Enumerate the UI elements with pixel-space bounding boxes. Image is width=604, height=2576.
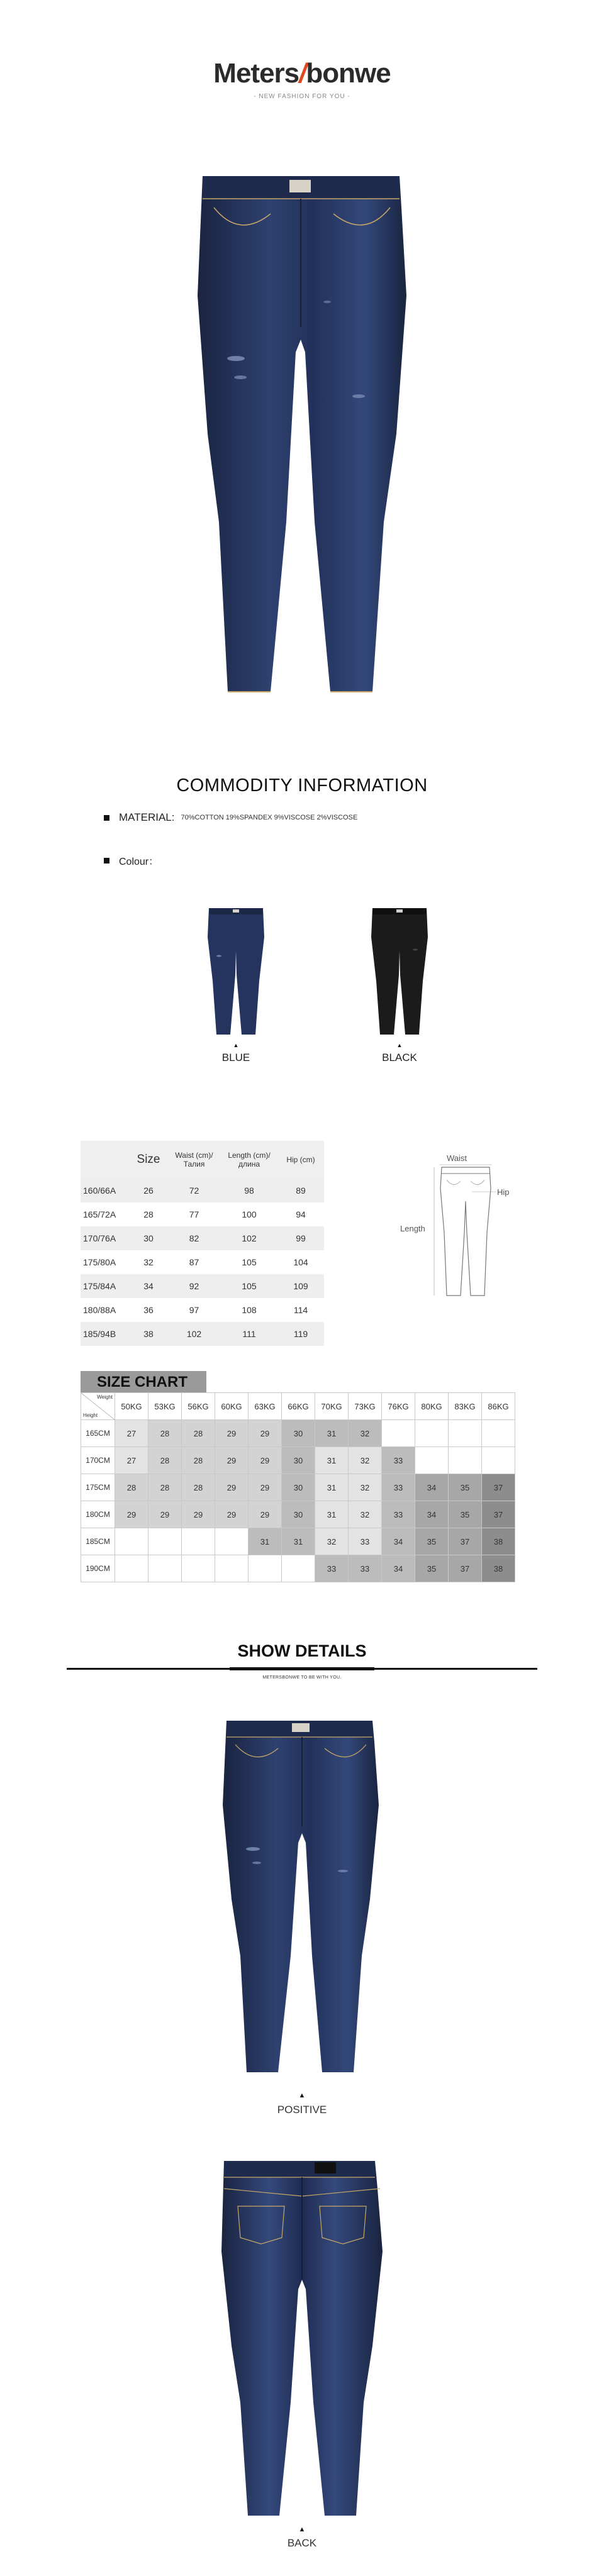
size-chart-header-row (81, 1393, 515, 1420)
material-row (104, 811, 357, 824)
size-cell (449, 1447, 482, 1474)
size-cell: 29 (115, 1501, 148, 1528)
size-cell: 28 (182, 1420, 215, 1447)
table-row (81, 1322, 324, 1346)
size-cell: 29 (249, 1420, 282, 1447)
size-cell (215, 1528, 249, 1555)
back-view-jeans-image (208, 2157, 396, 2522)
table-cell: 175/80A (81, 1250, 130, 1274)
table-row (81, 1501, 515, 1528)
table-cell: 28 (130, 1202, 167, 1226)
size-cell: 31 (315, 1474, 349, 1501)
size-table-header-cell: Waist (cm)/Талия (167, 1141, 221, 1179)
corner-weight-label: Weight (97, 1394, 113, 1400)
measurement-diagram (428, 1163, 503, 1305)
height-header: 170CM (81, 1447, 115, 1474)
table-cell: 92 (167, 1274, 221, 1298)
diagram-length-label: Length (400, 1224, 425, 1233)
size-cell: 33 (315, 1555, 349, 1582)
brand-tagline: - NEW FASHION FOR YOU - (254, 93, 350, 100)
size-cell: 31 (249, 1528, 282, 1555)
size-cell: 30 (282, 1447, 315, 1474)
size-cell (482, 1447, 515, 1474)
table-cell: 34 (130, 1274, 167, 1298)
height-header: 165CM (81, 1420, 115, 1447)
size-cell: 35 (449, 1474, 482, 1501)
table-cell: 89 (277, 1179, 324, 1202)
table-cell: 100 (221, 1202, 277, 1226)
material-value: 70%COTTON 19%SPANDEX 9%VISCOSE 2%VISCOSE (181, 814, 358, 821)
table-cell: 104 (277, 1250, 324, 1274)
size-cell (148, 1528, 182, 1555)
divider-accent (230, 1667, 374, 1670)
size-cell (249, 1555, 282, 1582)
colour-label: Colour： (119, 857, 159, 867)
show-details-subtitle: METERSBONWE TO BE WITH YOU. (262, 1675, 342, 1680)
table-cell: 180/88A (81, 1298, 130, 1322)
size-cell: 29 (215, 1420, 249, 1447)
blue-jeans-thumbnail (201, 906, 271, 1038)
corner-height-label: Height (83, 1413, 98, 1418)
size-cell: 32 (349, 1420, 382, 1447)
table-cell: 165/72A (81, 1202, 130, 1226)
material-label: MATERIAL: (119, 811, 175, 823)
table-cell: 77 (167, 1202, 221, 1226)
blue-marker-icon: ▲ (233, 1042, 239, 1048)
size-cell: 34 (382, 1555, 415, 1582)
commodity-title: COMMODITY INFORMATION (176, 775, 428, 796)
size-cell: 32 (349, 1474, 382, 1501)
table-row (81, 1555, 515, 1582)
size-cell: 37 (449, 1555, 482, 1582)
size-cell (115, 1555, 148, 1582)
size-cell: 29 (215, 1447, 249, 1474)
height-header: 190CM (81, 1555, 115, 1582)
colour-name-black: BLACK (382, 1052, 417, 1063)
size-cell: 29 (215, 1501, 249, 1528)
table-row (81, 1202, 324, 1226)
view-label-back: BACK (287, 2537, 317, 2549)
table-cell: 175/84A (81, 1274, 130, 1298)
table-row (81, 1447, 515, 1474)
size-cell: 35 (415, 1555, 449, 1582)
weight-header: 60KG (215, 1393, 249, 1420)
size-cell: 28 (182, 1447, 215, 1474)
table-cell: 102 (167, 1322, 221, 1346)
size-cell (182, 1555, 215, 1582)
positive-marker-icon: ▲ (298, 2092, 306, 2099)
size-cell: 37 (449, 1528, 482, 1555)
size-cell: 33 (382, 1447, 415, 1474)
front-view-jeans-image (208, 1717, 396, 2082)
diagram-hip-label: Hip (497, 1187, 510, 1197)
table-cell: 105 (221, 1274, 277, 1298)
back-marker-icon: ▲ (298, 2526, 306, 2533)
size-cell: 29 (148, 1501, 182, 1528)
size-chart-title: SIZE CHART (81, 1371, 206, 1394)
colour-name-blue: BLUE (221, 1052, 250, 1063)
table-row (81, 1474, 515, 1501)
weight-header: 86KG (482, 1393, 515, 1420)
black-marker-icon: ▲ (396, 1042, 403, 1048)
size-cell (148, 1555, 182, 1582)
table-cell: 105 (221, 1250, 277, 1274)
brand-logo (0, 58, 604, 89)
size-cell: 30 (282, 1501, 315, 1528)
size-cell: 33 (349, 1555, 382, 1582)
table-row (81, 1298, 324, 1322)
bullet-icon (104, 858, 109, 863)
table-row (81, 1250, 324, 1274)
size-cell: 30 (282, 1420, 315, 1447)
size-cell: 37 (482, 1501, 515, 1528)
weight-header: 76KG (382, 1393, 415, 1420)
size-cell: 34 (415, 1474, 449, 1501)
table-cell: 26 (130, 1179, 167, 1202)
table-cell: 94 (277, 1202, 324, 1226)
weight-header: 50KG (115, 1393, 148, 1420)
brand-slash: / (299, 58, 306, 89)
brand-name-left: Meters (213, 58, 299, 89)
size-cell: 29 (249, 1447, 282, 1474)
table-cell: 99 (277, 1226, 324, 1250)
size-cell: 29 (215, 1474, 249, 1501)
size-cell (182, 1528, 215, 1555)
size-cell (482, 1420, 515, 1447)
size-table-header-cell: Hip (cm) (277, 1141, 324, 1179)
table-cell: 111 (221, 1322, 277, 1346)
table-cell: 98 (221, 1179, 277, 1202)
size-cell: 28 (115, 1474, 148, 1501)
size-table-header (81, 1141, 324, 1179)
table-cell: 87 (167, 1250, 221, 1274)
size-cell: 30 (282, 1474, 315, 1501)
size-cell (115, 1528, 148, 1555)
size-cell: 29 (249, 1474, 282, 1501)
size-chart-grid (81, 1392, 515, 1582)
table-cell: 170/76A (81, 1226, 130, 1250)
size-cell: 35 (415, 1528, 449, 1555)
bullet-icon (104, 815, 109, 821)
size-cell: 34 (382, 1528, 415, 1555)
colour-row (104, 853, 159, 868)
view-label-positive: POSITIVE (277, 2104, 327, 2116)
size-cell: 32 (315, 1528, 349, 1555)
size-chart-corner (81, 1393, 115, 1420)
brand-name-right: bonwe (306, 58, 391, 89)
weight-header: 56KG (182, 1393, 215, 1420)
size-cell: 33 (382, 1474, 415, 1501)
size-cell: 31 (315, 1501, 349, 1528)
height-header: 175CM (81, 1474, 115, 1501)
size-table (81, 1141, 324, 1346)
size-cell: 28 (148, 1474, 182, 1501)
table-cell: 109 (277, 1274, 324, 1298)
size-cell: 33 (382, 1501, 415, 1528)
table-cell: 114 (277, 1298, 324, 1322)
table-row (81, 1226, 324, 1250)
size-cell (415, 1420, 449, 1447)
table-cell: 97 (167, 1298, 221, 1322)
weight-header: 63KG (249, 1393, 282, 1420)
size-cell: 29 (182, 1501, 215, 1528)
weight-header: 83KG (449, 1393, 482, 1420)
table-cell: 30 (130, 1226, 167, 1250)
size-cell: 31 (315, 1447, 349, 1474)
size-cell (415, 1447, 449, 1474)
size-cell (382, 1420, 415, 1447)
size-cell: 34 (415, 1501, 449, 1528)
size-table-header-cell: Length (cm)/длина (221, 1141, 277, 1179)
size-cell (282, 1555, 315, 1582)
size-cell: 27 (115, 1420, 148, 1447)
weight-header: 70KG (315, 1393, 349, 1420)
table-cell: 36 (130, 1298, 167, 1322)
size-table-header-cell: Size (130, 1141, 167, 1179)
height-header: 180CM (81, 1501, 115, 1528)
size-cell (215, 1555, 249, 1582)
height-header: 185CM (81, 1528, 115, 1555)
table-cell: 82 (167, 1226, 221, 1250)
size-cell: 35 (449, 1501, 482, 1528)
table-cell: 185/94B (81, 1322, 130, 1346)
size-cell: 33 (349, 1528, 382, 1555)
size-table-header-cell (81, 1141, 130, 1179)
size-cell: 32 (349, 1447, 382, 1474)
size-cell: 28 (148, 1420, 182, 1447)
size-cell: 32 (349, 1501, 382, 1528)
table-cell: 119 (277, 1322, 324, 1346)
size-cell: 27 (115, 1447, 148, 1474)
table-cell: 38 (130, 1322, 167, 1346)
table-row (81, 1420, 515, 1447)
black-jeans-thumbnail (365, 906, 434, 1038)
table-cell: 102 (221, 1226, 277, 1250)
size-cell: 29 (249, 1501, 282, 1528)
table-cell: 108 (221, 1298, 277, 1322)
table-cell: 72 (167, 1179, 221, 1202)
weight-header: 66KG (282, 1393, 315, 1420)
size-cell: 28 (148, 1447, 182, 1474)
hero-jeans-image (176, 170, 428, 711)
diagram-waist-label: Waist (447, 1153, 467, 1163)
weight-header: 73KG (349, 1393, 382, 1420)
show-details-title: SHOW DETAILS (237, 1641, 367, 1660)
size-cell: 31 (315, 1420, 349, 1447)
size-cell: 38 (482, 1528, 515, 1555)
size-cell: 31 (282, 1528, 315, 1555)
table-cell: 32 (130, 1250, 167, 1274)
weight-header: 80KG (415, 1393, 449, 1420)
table-cell: 160/66A (81, 1179, 130, 1202)
weight-header: 53KG (148, 1393, 182, 1420)
table-row (81, 1274, 324, 1298)
size-cell: 37 (482, 1474, 515, 1501)
size-cell: 28 (182, 1474, 215, 1501)
size-cell (449, 1420, 482, 1447)
table-row (81, 1528, 515, 1555)
size-cell: 38 (482, 1555, 515, 1582)
table-row (81, 1179, 324, 1202)
